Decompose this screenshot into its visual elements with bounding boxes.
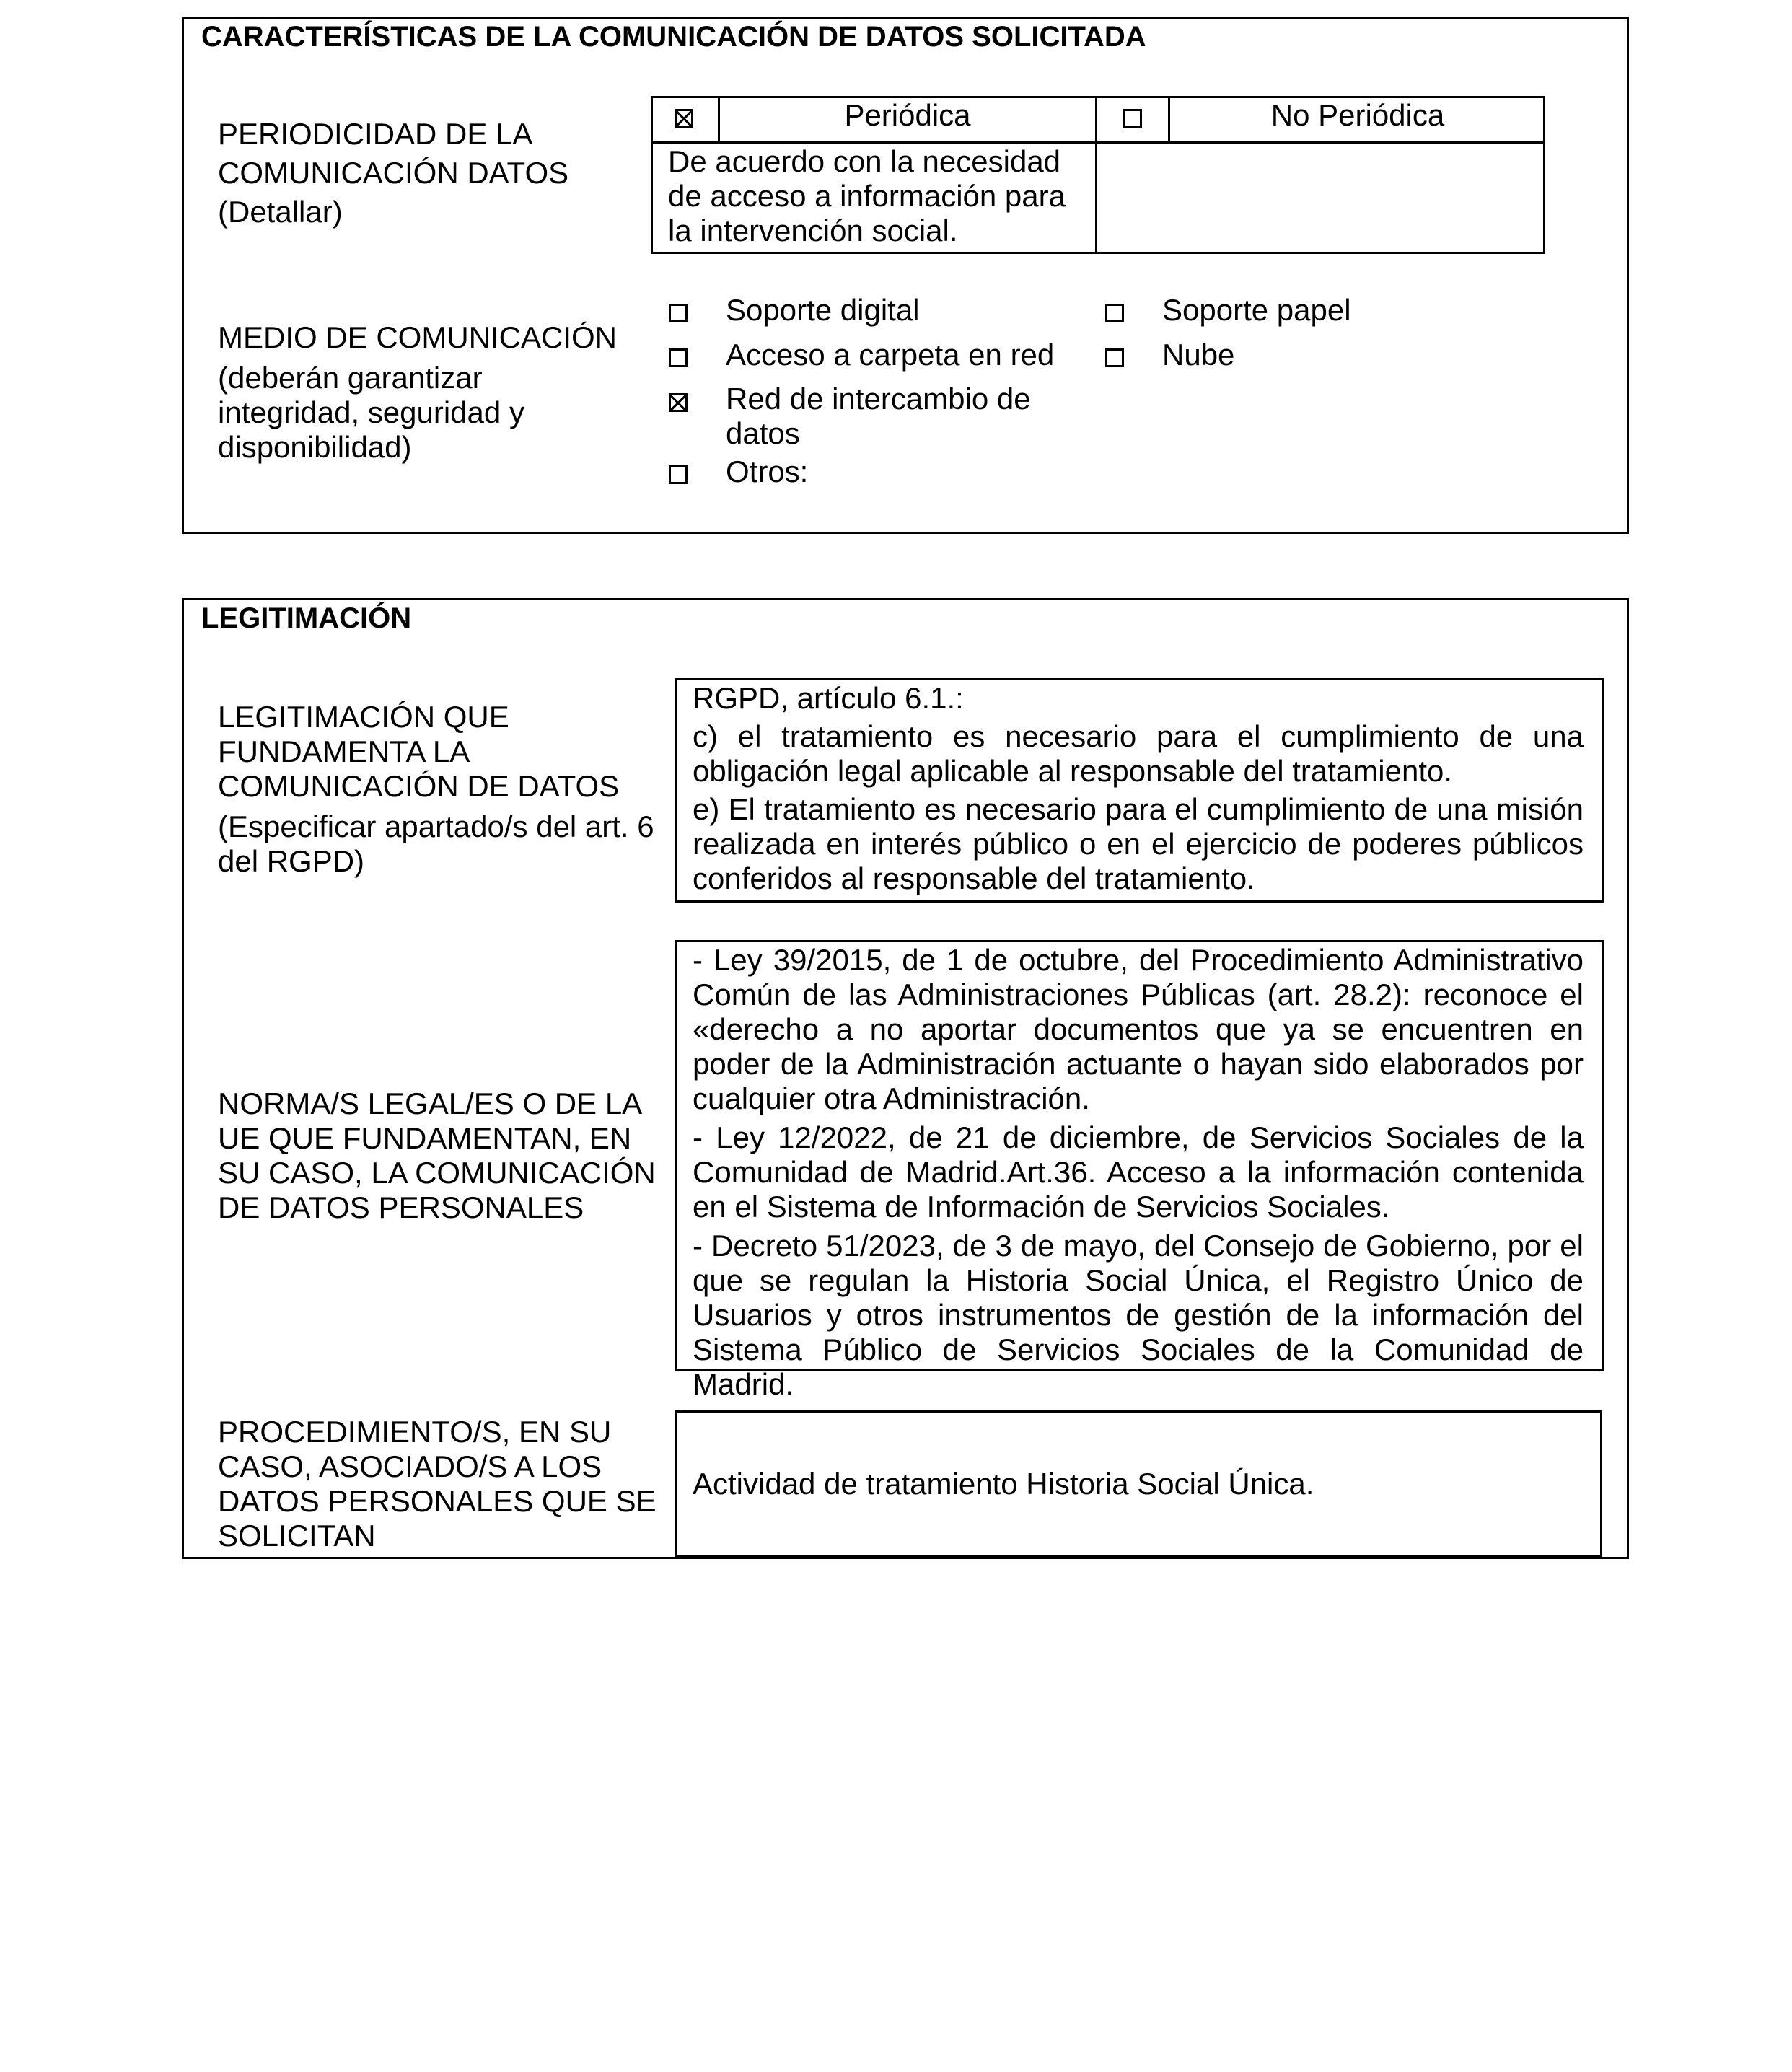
medio-label: MEDIO DE COMUNICACIÓN (deberán garantizar integridad, seguridad y disponibilidad): [218, 320, 618, 464]
red-intercambio-label: Red de intercambio de datos: [726, 382, 1031, 450]
fundamento-paragraph-e: e) El tratamiento es necesario para el cumplimiento de una misión realizada en interés público o en el ejercicio de poderes públicos conferidos al responsable del tratamiento.: [693, 792, 1584, 895]
soporte-digital-checkbox[interactable]: [669, 304, 688, 322]
periodicidad-label: PERIODICIDAD DE LA COMUNICACIÓN DATOS (Detallar): [218, 117, 569, 229]
no-periodica-label: No Periódica: [1270, 98, 1445, 132]
periodicidad-detail: De acuerdo con la necesidad de acceso a información para la intervención social.: [668, 144, 1066, 247]
normas-label: NORMA/S LEGAL/ES O DE LA UE QUE FUNDAMENTAN, EN SU CASO, LA COMUNICACIÓN DE DATOS PERSONALES: [218, 1087, 656, 1224]
normas-paragraph-1: - Ley 39/2015, de 1 de octubre, del Procedimiento Administrativo Común de las Administraciones Públicas (art. 28.2): reconoce el «derecho a no aportar documentos que ya se encuentren en poder de la Administración actuante o hayan sido elaborados por cualquier otra Administración.: [693, 943, 1584, 1115]
carpeta-red-label: Acceso a carpeta en red: [726, 338, 1055, 372]
nube-checkbox[interactable]: [1105, 348, 1124, 367]
legitimacion-title: LEGITIMACIÓN: [201, 602, 412, 634]
otros-checkbox[interactable]: [669, 465, 688, 484]
fundamento-text: [693, 681, 1584, 896]
fundamento-paragraph-c: c) el tratamiento es necesario para el cumplimiento de una obligación legal aplicable al responsable del tratamiento.: [693, 719, 1584, 788]
soporte-papel-checkbox[interactable]: [1105, 304, 1124, 322]
soporte-papel-label: Soporte papel: [1162, 293, 1351, 327]
periodica-label: Periódica: [844, 98, 971, 132]
procedimientos-label: PROCEDIMIENTO/S, EN SU CASO, ASOCIADO/S A LOS DATOS PERSONALES QUE SE SOLICITAN: [218, 1415, 656, 1553]
caracteristicas-title: CARACTERÍSTICAS DE LA COMUNICACIÓN DE DATOS SOLICITADA: [201, 21, 1146, 53]
fundamento-label: LEGITIMACIÓN QUE FUNDAMENTA LA COMUNICACIÓN DE DATOS (Especificar apartado/s del art. 6 del RGPD): [218, 700, 654, 878]
procedimientos-value: Actividad de tratamiento Historia Social Única.: [693, 1467, 1314, 1501]
carpeta-red-checkbox[interactable]: [669, 348, 688, 367]
otros-label: Otros:: [726, 455, 809, 488]
red-intercambio-checkbox[interactable]: [669, 393, 688, 412]
fundamento-heading: RGPD, artículo 6.1.:: [693, 681, 964, 715]
normas-text: [693, 943, 1584, 1402]
soporte-digital-label: Soporte digital: [726, 293, 920, 327]
normas-paragraph-3: - Decreto 51/2023, de 3 de mayo, del Consejo de Gobierno, por el que se regulan la Historia Social Única, el Registro Único de Usuarios y otros instrumentos de gestión de la información del Sistema Público de Servicios Sociales de la Comunidad de Madrid.: [693, 1229, 1584, 1401]
nube-label: Nube: [1162, 338, 1235, 372]
normas-paragraph-2: - Ley 12/2022, de 21 de diciembre, de Servicios Sociales de la Comunidad de Madrid.Art.36. Acceso a la información contenida en el Sistema de Información de Servicios Sociales.: [693, 1120, 1584, 1224]
periodica-checkbox[interactable]: [675, 109, 693, 128]
no-periodica-checkbox[interactable]: [1123, 109, 1142, 128]
